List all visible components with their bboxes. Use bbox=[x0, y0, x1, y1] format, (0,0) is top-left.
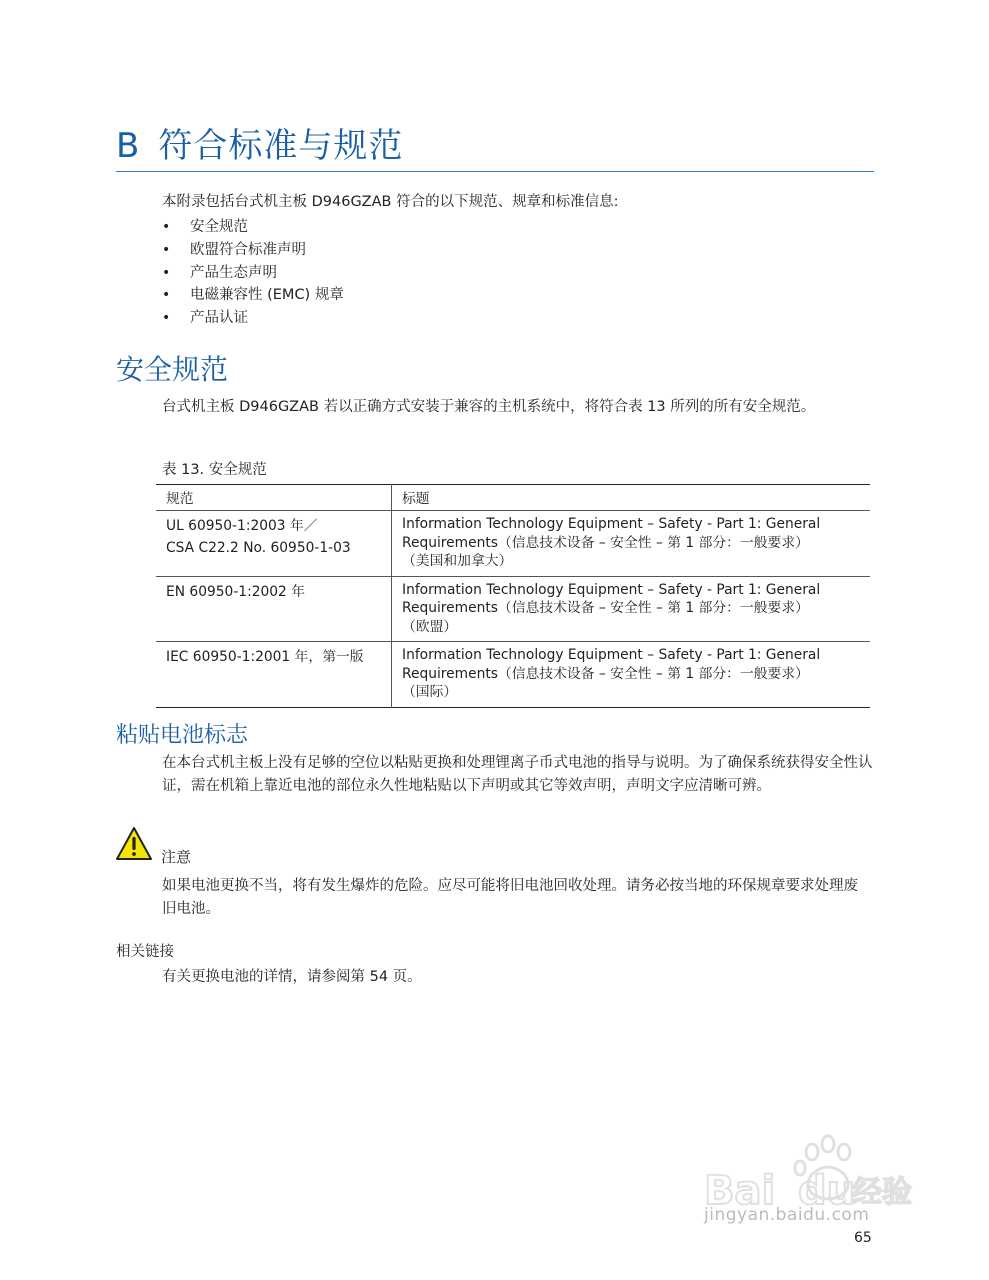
battery-paragraph: 在本台式机主板上没有足够的空位以粘贴更换和处理锂离子币式电池的指导与说明。为了确保系统获得安全性认证，需在机箱上靠近电池的部位永久性地粘贴以下声明或其它等效声明，声明文字应清晰可辨。 bbox=[162, 755, 873, 794]
chapter-letter: B bbox=[116, 126, 141, 166]
watermark-url: jingyan.baidu.com bbox=[704, 1205, 870, 1225]
table-caption: 表 13. 安全规范 bbox=[162, 462, 267, 478]
svg-text:Bai: Bai bbox=[704, 1168, 776, 1214]
list-item: • 产品认证 bbox=[162, 307, 344, 330]
table-row bbox=[156, 511, 870, 577]
topic-list bbox=[162, 216, 344, 330]
page-number: 65 bbox=[854, 1230, 872, 1246]
svg-text:du: du bbox=[798, 1168, 856, 1214]
section-heading-battery: 粘贴电池标志 bbox=[116, 723, 249, 748]
table-header-row bbox=[156, 485, 870, 511]
title-cell: Information Technology Equipment – Safety - Part 1: General Requirements（信息技术设备 – 安全性 – 第 1 部分：一般要求） （国际） bbox=[402, 647, 821, 700]
list-item: • 电磁兼容性 (EMC) 规章 bbox=[162, 284, 344, 307]
list-item: • 产品生态声明 bbox=[162, 262, 344, 285]
table-row bbox=[156, 642, 870, 708]
spec-cell: EN 60950-1:2002 年 bbox=[156, 576, 392, 642]
section-heading-safety: 安全规范 bbox=[116, 353, 229, 386]
safety-paragraph: 台式机主板 D946GZAB 若以正确方式安装于兼容的主机系统中，将符合表 13 所列的所有安全规范。 bbox=[162, 399, 816, 415]
title-cell: Information Technology Equipment – Safety - Part 1: General Requirements（信息技术设备 – 安全性 – 第 1 部分：一般要求） （美国和加拿大） bbox=[402, 516, 821, 569]
warning-triangle-icon bbox=[115, 826, 153, 862]
caution-title: 注意 bbox=[161, 848, 192, 866]
chapter-title bbox=[116, 118, 403, 167]
related-links-title: 相关链接 bbox=[116, 944, 174, 960]
related-links-paragraph: 有关更换电池的详情，请参阅第 54 页。 bbox=[162, 969, 422, 985]
list-item: • 安全规范 bbox=[162, 216, 344, 239]
intro-paragraph: 本附录包括台式机主板 D946GZAB 符合的以下规范、规章和标准信息: bbox=[162, 194, 619, 210]
column-header-spec: 规范 bbox=[156, 485, 392, 511]
safety-spec-table bbox=[156, 484, 870, 708]
table-row bbox=[156, 576, 870, 642]
title-cell: Information Technology Equipment – Safety - Part 1: General Requirements（信息技术设备 – 安全性 – 第 1 部分：一般要求） （欧盟） bbox=[402, 581, 821, 635]
spec-cell: IEC 60950-1:2001 年，第一版 bbox=[156, 642, 392, 708]
chapter-divider bbox=[116, 171, 874, 172]
list-item: • 欧盟符合标准声明 bbox=[162, 239, 344, 262]
column-header-title: 标题 bbox=[402, 491, 430, 507]
caution-paragraph: 如果电池更换不当，将有发生爆炸的危险。应尽可能将旧电池回收处理。请务必按当地的环保规章要求处理废旧电池。 bbox=[162, 878, 858, 917]
svg-text:经验: 经验 bbox=[852, 1175, 912, 1210]
spec-cell: UL 60950-1:2003 年／ CSA C22.2 No. 60950-1-03 bbox=[156, 511, 392, 577]
chapter-title-text: 符合标准与规范 bbox=[158, 126, 404, 166]
